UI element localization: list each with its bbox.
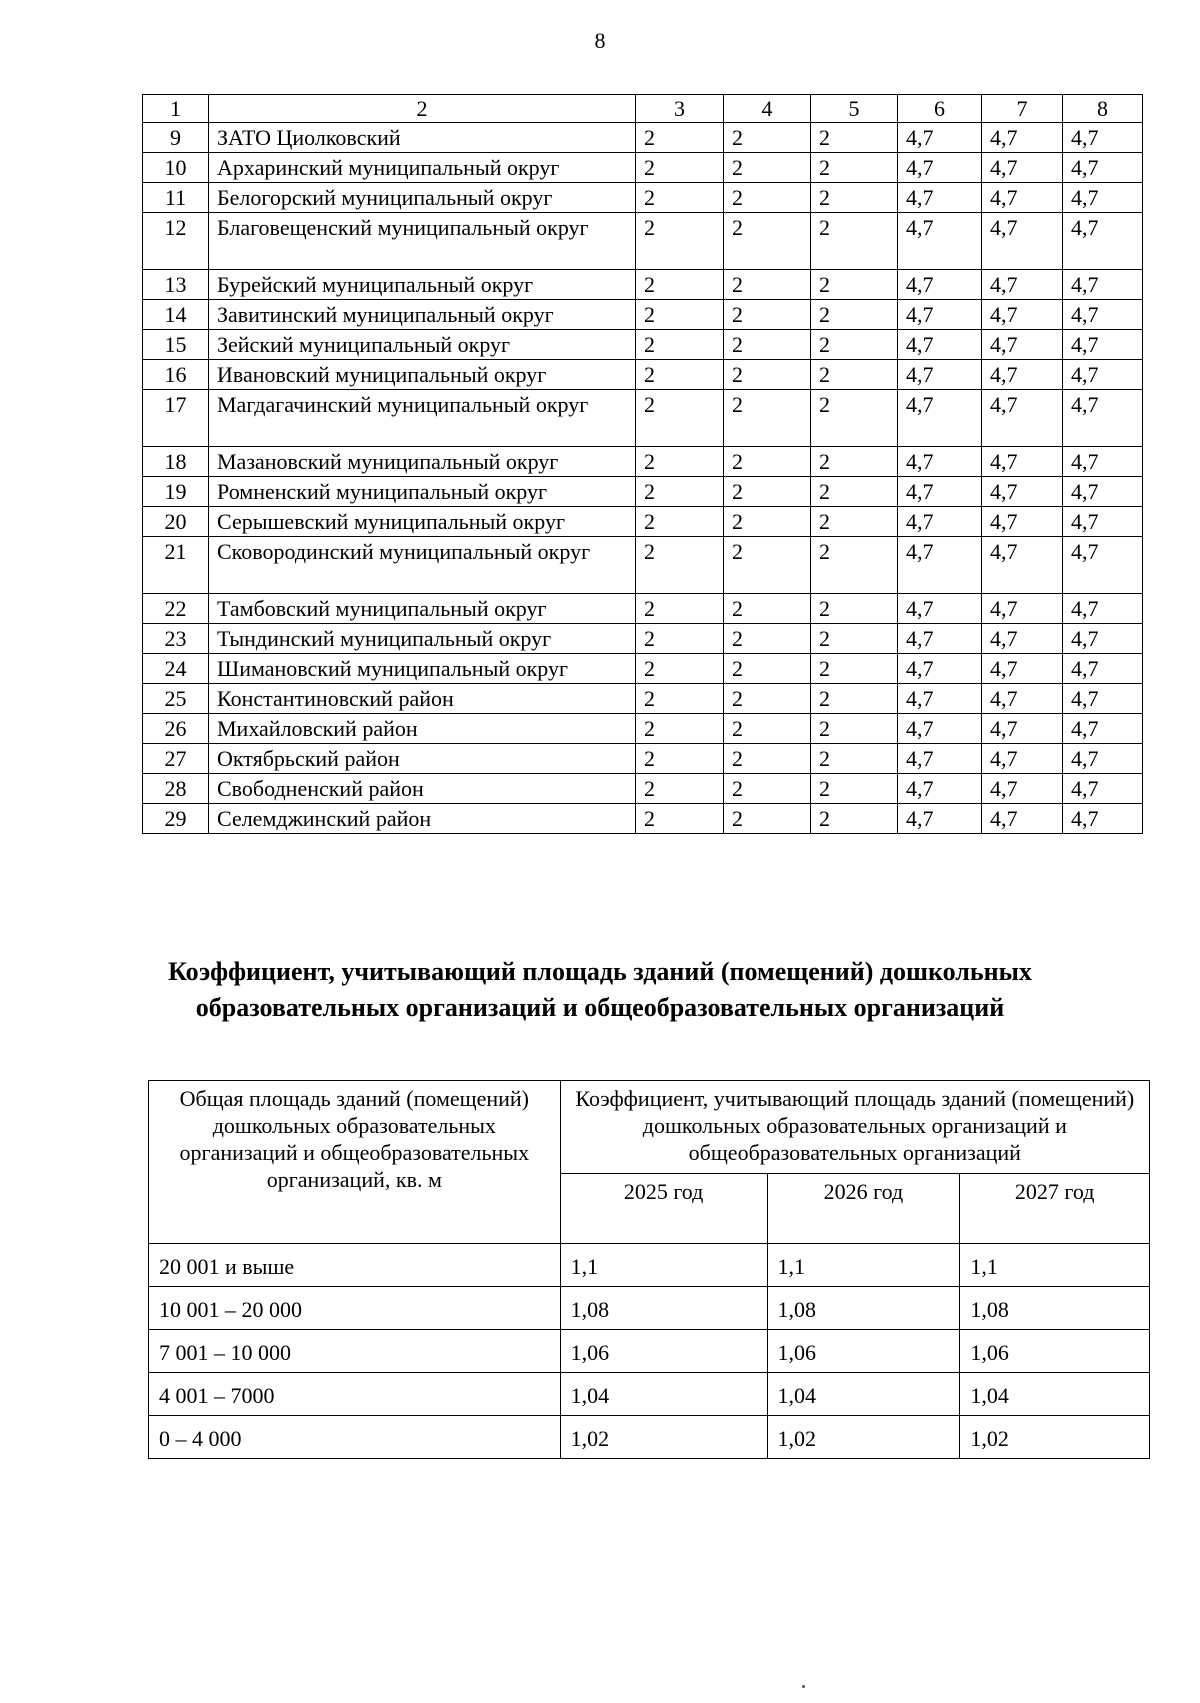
col-5-value: 2 — [811, 804, 898, 834]
col-7-value: 4,7 — [982, 654, 1063, 684]
col-3-value: 2 — [636, 270, 724, 300]
table-row — [143, 270, 1143, 300]
col-5-value: 2 — [811, 654, 898, 684]
area-coefficient-table — [148, 1080, 1150, 1459]
col-8-value: 4,7 — [1063, 804, 1143, 834]
district-name: Сковородинский муниципальный округ — [209, 537, 636, 594]
col-6-value: 4,7 — [898, 300, 982, 330]
col-7-value: 4,7 — [982, 684, 1063, 714]
col-3-value: 2 — [636, 213, 724, 270]
col-7-value: 4,7 — [982, 330, 1063, 360]
coefficient-2026: 1,04 — [767, 1373, 960, 1416]
table-row — [143, 123, 1143, 153]
coefficient-2025: 1,1 — [560, 1244, 767, 1287]
row-number: 27 — [143, 744, 209, 774]
row-number: 21 — [143, 537, 209, 594]
row-number: 18 — [143, 447, 209, 477]
col-7-value: 4,7 — [982, 507, 1063, 537]
coefficient-2027: 1,06 — [960, 1330, 1150, 1373]
col-6-value: 4,7 — [898, 714, 982, 744]
page-number: 8 — [594, 28, 606, 53]
district-name: Ромненский муниципальный округ — [209, 477, 636, 507]
col-6-value: 4,7 — [898, 360, 982, 390]
row-number: 14 — [143, 300, 209, 330]
col-4-value: 2 — [724, 654, 811, 684]
col-8-value: 4,7 — [1063, 774, 1143, 804]
column-number-5: 5 — [811, 95, 898, 123]
table-row — [149, 1330, 1150, 1373]
col-5-value: 2 — [811, 744, 898, 774]
col-7-value: 4,7 — [982, 123, 1063, 153]
area-range: 10 001 – 20 000 — [149, 1287, 561, 1330]
col-4-value: 2 — [724, 447, 811, 477]
col-7-value: 4,7 — [982, 477, 1063, 507]
col-4-value: 2 — [724, 744, 811, 774]
col-7-value: 4,7 — [982, 804, 1063, 834]
col-7-value: 4,7 — [982, 447, 1063, 477]
district-name: Белогорский муниципальный округ — [209, 183, 636, 213]
col-7-value: 4,7 — [982, 153, 1063, 183]
col-3-value: 2 — [636, 153, 724, 183]
row-number: 26 — [143, 714, 209, 744]
table-row — [143, 537, 1143, 594]
col-4-value: 2 — [724, 684, 811, 714]
col-6-value: 4,7 — [898, 654, 982, 684]
row-number: 16 — [143, 360, 209, 390]
col-5-value: 2 — [811, 537, 898, 594]
col-5-value: 2 — [811, 330, 898, 360]
col-7-value: 4,7 — [982, 744, 1063, 774]
coefficient-2025: 1,08 — [560, 1287, 767, 1330]
col-8-value: 4,7 — [1063, 714, 1143, 744]
table-row — [149, 1416, 1150, 1459]
col-6-value: 4,7 — [898, 804, 982, 834]
column-number-8: 8 — [1063, 95, 1143, 123]
col-5-value: 2 — [811, 123, 898, 153]
col-7-value: 4,7 — [982, 594, 1063, 624]
section-title-line-2: образовательных организаций и общеобразовательных организаций — [195, 993, 1005, 1022]
table-row — [143, 330, 1143, 360]
table-row — [143, 594, 1143, 624]
col-5-value: 2 — [811, 153, 898, 183]
col-3-value: 2 — [636, 537, 724, 594]
column-number-4: 4 — [724, 95, 811, 123]
row-number: 10 — [143, 153, 209, 183]
col-8-value: 4,7 — [1063, 123, 1143, 153]
col-4-value: 2 — [724, 714, 811, 744]
col-6-value: 4,7 — [898, 390, 982, 447]
coefficient-2027: 1,02 — [960, 1416, 1150, 1459]
table-row — [143, 153, 1143, 183]
col-5-value: 2 — [811, 714, 898, 744]
table-header-row — [143, 95, 1143, 123]
coefficient-2026: 1,02 — [767, 1416, 960, 1459]
col-6-value: 4,7 — [898, 624, 982, 654]
coefficient-2026: 1,08 — [767, 1287, 960, 1330]
col-3-value: 2 — [636, 804, 724, 834]
district-name: Тамбовский муниципальный округ — [209, 594, 636, 624]
col-4-value: 2 — [724, 774, 811, 804]
table-row — [149, 1373, 1150, 1416]
col-3-value: 2 — [636, 714, 724, 744]
col-3-value: 2 — [636, 507, 724, 537]
col-3-value: 2 — [636, 594, 724, 624]
col-3-value: 2 — [636, 477, 724, 507]
col-8-value: 4,7 — [1063, 213, 1143, 270]
col-4-value: 2 — [724, 804, 811, 834]
table-row — [143, 684, 1143, 714]
col-4-value: 2 — [724, 330, 811, 360]
table-row — [149, 1287, 1150, 1330]
col-7-value: 4,7 — [982, 624, 1063, 654]
col-3-value: 2 — [636, 654, 724, 684]
col-5-value: 2 — [811, 447, 898, 477]
col-5-value: 2 — [811, 684, 898, 714]
col-8-value: 4,7 — [1063, 330, 1143, 360]
col-3-value: 2 — [636, 300, 724, 330]
col-7-value: 4,7 — [982, 714, 1063, 744]
col-3-value: 2 — [636, 123, 724, 153]
col-8-value: 4,7 — [1063, 153, 1143, 183]
district-name: Благовещенский муниципальный округ — [209, 213, 636, 270]
row-number: 24 — [143, 654, 209, 684]
row-number: 9 — [143, 123, 209, 153]
col-7-value: 4,7 — [982, 300, 1063, 330]
district-name: Серышевский муниципальный округ — [209, 507, 636, 537]
table-row — [143, 213, 1143, 270]
col-6-value: 4,7 — [898, 594, 982, 624]
table-row — [143, 654, 1143, 684]
col-6-value: 4,7 — [898, 123, 982, 153]
col-6-value: 4,7 — [898, 537, 982, 594]
table-row — [143, 714, 1143, 744]
col-6-value: 4,7 — [898, 213, 982, 270]
col-5-value: 2 — [811, 300, 898, 330]
area-range: 4 001 – 7000 — [149, 1373, 561, 1416]
coefficient-2026: 1,06 — [767, 1330, 960, 1373]
row-number: 25 — [143, 684, 209, 714]
district-name: Михайловский район — [209, 714, 636, 744]
coefficient-group-header: Коэффициент, учитывающий площадь зданий (помещений) дошкольных образовательных организаций и общеобразовательных организаций — [560, 1081, 1149, 1174]
col-3-value: 2 — [636, 624, 724, 654]
col-8-value: 4,7 — [1063, 654, 1143, 684]
col-8-value: 4,7 — [1063, 624, 1143, 654]
col-8-value: 4,7 — [1063, 507, 1143, 537]
col-4-value: 2 — [724, 213, 811, 270]
table-row — [143, 774, 1143, 804]
col-5-value: 2 — [811, 183, 898, 213]
table-row — [143, 744, 1143, 774]
col-8-value: 4,7 — [1063, 390, 1143, 447]
col-6-value: 4,7 — [898, 774, 982, 804]
col-3-value: 2 — [636, 447, 724, 477]
col-6-value: 4,7 — [898, 744, 982, 774]
table-row — [143, 390, 1143, 447]
table-row — [143, 360, 1143, 390]
column-number-3: 3 — [636, 95, 724, 123]
col-5-value: 2 — [811, 594, 898, 624]
col-5-value: 2 — [811, 624, 898, 654]
coefficient-2025: 1,02 — [560, 1416, 767, 1459]
col-4-value: 2 — [724, 537, 811, 594]
col-7-value: 4,7 — [982, 774, 1063, 804]
table-row — [143, 804, 1143, 834]
district-name: Ивановский муниципальный округ — [209, 360, 636, 390]
col-6-value: 4,7 — [898, 507, 982, 537]
row-number: 23 — [143, 624, 209, 654]
col-5-value: 2 — [811, 360, 898, 390]
table-row — [149, 1244, 1150, 1287]
col-7-value: 4,7 — [982, 213, 1063, 270]
table-row — [143, 447, 1143, 477]
table-row — [143, 183, 1143, 213]
col-3-value: 2 — [636, 774, 724, 804]
table-header-row — [149, 1081, 1150, 1174]
coefficient-2026: 1,1 — [767, 1244, 960, 1287]
column-number-6: 6 — [898, 95, 982, 123]
coefficient-2027: 1,04 — [960, 1373, 1150, 1416]
table-row — [143, 300, 1143, 330]
row-number: 19 — [143, 477, 209, 507]
col-8-value: 4,7 — [1063, 270, 1143, 300]
district-name: Завитинский муниципальный округ — [209, 300, 636, 330]
coefficient-2025: 1,06 — [560, 1330, 767, 1373]
district-name: Шимановский муниципальный округ — [209, 654, 636, 684]
section-title-line-1: Коэффициент, учитывающий площадь зданий (помещений) дошкольных — [168, 957, 1032, 986]
coefficient-2027: 1,08 — [960, 1287, 1150, 1330]
col-8-value: 4,7 — [1063, 360, 1143, 390]
col-5-value: 2 — [811, 774, 898, 804]
col-3-value: 2 — [636, 330, 724, 360]
coefficient-2025: 1,04 — [560, 1373, 767, 1416]
col-4-value: 2 — [724, 477, 811, 507]
area-range: 7 001 – 10 000 — [149, 1330, 561, 1373]
col-5-value: 2 — [811, 390, 898, 447]
column-number-2: 2 — [209, 95, 636, 123]
col-3-value: 2 — [636, 390, 724, 447]
col-6-value: 4,7 — [898, 477, 982, 507]
area-column-header: Общая площадь зданий (помещений) дошкольных образовательных организаций и общеобразовательных организаций, кв. м — [149, 1081, 561, 1244]
districts-table — [142, 94, 1143, 834]
row-number: 28 — [143, 774, 209, 804]
district-name: Бурейский муниципальный округ — [209, 270, 636, 300]
row-number: 22 — [143, 594, 209, 624]
col-4-value: 2 — [724, 300, 811, 330]
col-4-value: 2 — [724, 507, 811, 537]
coefficient-2027: 1,1 — [960, 1244, 1150, 1287]
col-3-value: 2 — [636, 744, 724, 774]
col-3-value: 2 — [636, 183, 724, 213]
col-5-value: 2 — [811, 213, 898, 270]
area-range: 20 001 и выше — [149, 1244, 561, 1287]
district-name: Октябрьский район — [209, 744, 636, 774]
col-4-value: 2 — [724, 153, 811, 183]
col-8-value: 4,7 — [1063, 183, 1143, 213]
col-6-value: 4,7 — [898, 153, 982, 183]
table-row — [143, 624, 1143, 654]
district-name: Тындинский муниципальный округ — [209, 624, 636, 654]
row-number: 29 — [143, 804, 209, 834]
col-7-value: 4,7 — [982, 270, 1063, 300]
col-7-value: 4,7 — [982, 390, 1063, 447]
year-header-2026: 2026 год — [767, 1174, 960, 1244]
row-number: 12 — [143, 213, 209, 270]
col-5-value: 2 — [811, 477, 898, 507]
col-7-value: 4,7 — [982, 537, 1063, 594]
year-header-2025: 2025 год — [560, 1174, 767, 1244]
district-name: Зейский муниципальный округ — [209, 330, 636, 360]
table-row — [143, 477, 1143, 507]
district-name: Селемджинский район — [209, 804, 636, 834]
row-number: 13 — [143, 270, 209, 300]
section-title — [0, 954, 1200, 1026]
col-8-value: 4,7 — [1063, 594, 1143, 624]
col-4-value: 2 — [724, 390, 811, 447]
table-row — [143, 507, 1143, 537]
row-number: 11 — [143, 183, 209, 213]
year-header-2027: 2027 год — [960, 1174, 1150, 1244]
district-name: Магдагачинский муниципальный округ — [209, 390, 636, 447]
col-8-value: 4,7 — [1063, 684, 1143, 714]
col-8-value: 4,7 — [1063, 744, 1143, 774]
col-8-value: 4,7 — [1063, 537, 1143, 594]
col-7-value: 4,7 — [982, 360, 1063, 390]
col-6-value: 4,7 — [898, 330, 982, 360]
col-3-value: 2 — [636, 360, 724, 390]
row-number: 15 — [143, 330, 209, 360]
col-5-value: 2 — [811, 270, 898, 300]
col-7-value: 4,7 — [982, 183, 1063, 213]
col-4-value: 2 — [724, 270, 811, 300]
col-4-value: 2 — [724, 183, 811, 213]
col-4-value: 2 — [724, 123, 811, 153]
col-6-value: 4,7 — [898, 684, 982, 714]
col-8-value: 4,7 — [1063, 447, 1143, 477]
district-name: ЗАТО Циолковский — [209, 123, 636, 153]
column-number-1: 1 — [143, 95, 209, 123]
district-name: Свободненский район — [209, 774, 636, 804]
district-name: Архаринский муниципальный округ — [209, 153, 636, 183]
col-4-value: 2 — [724, 360, 811, 390]
col-8-value: 4,7 — [1063, 300, 1143, 330]
col-6-value: 4,7 — [898, 447, 982, 477]
area-range: 0 – 4 000 — [149, 1416, 561, 1459]
col-6-value: 4,7 — [898, 270, 982, 300]
col-5-value: 2 — [811, 507, 898, 537]
district-name: Мазановский муниципальный округ — [209, 447, 636, 477]
col-3-value: 2 — [636, 684, 724, 714]
scan-speck — [802, 1685, 805, 1688]
col-6-value: 4,7 — [898, 183, 982, 213]
row-number: 17 — [143, 390, 209, 447]
col-8-value: 4,7 — [1063, 477, 1143, 507]
col-4-value: 2 — [724, 624, 811, 654]
row-number: 20 — [143, 507, 209, 537]
column-number-7: 7 — [982, 95, 1063, 123]
district-name: Константиновский район — [209, 684, 636, 714]
col-4-value: 2 — [724, 594, 811, 624]
